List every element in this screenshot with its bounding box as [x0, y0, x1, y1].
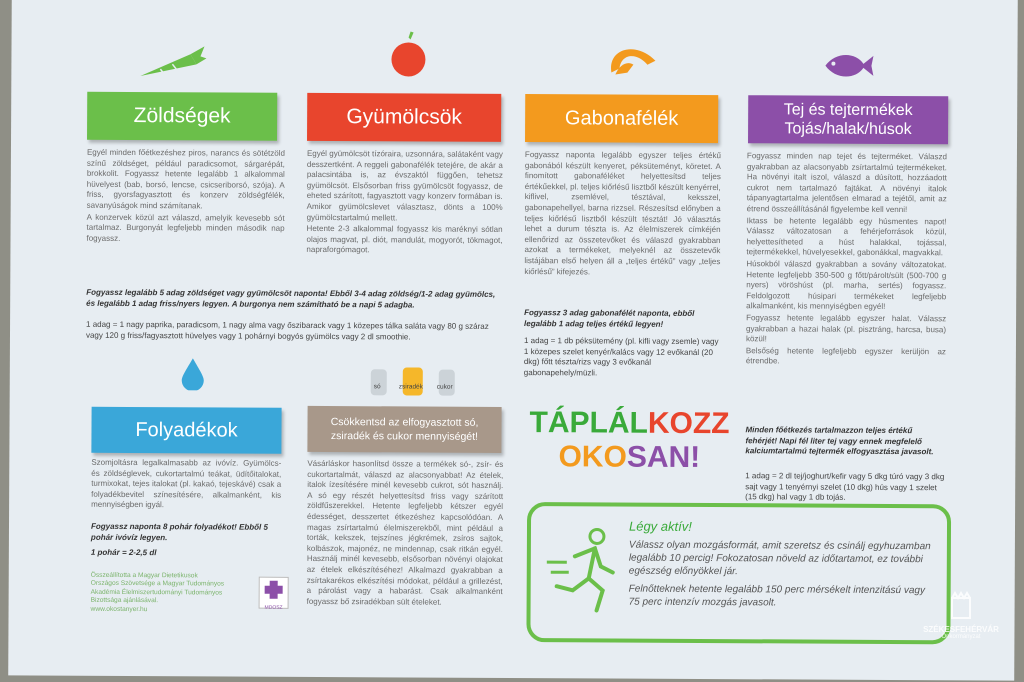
zold-gyumolcs-portion: 1 adag = 1 nagy paprika, paradicsom, 1 nagy alma vagy őszibarack vagy 1 közepes tálka saláta vagy 80 g száraz vagy 120 g friss/fagyasztott hüvelyes vagy 1 pohárnyi bogyós gyümölcs vagy 2 dl smoothie. — [85, 319, 489, 341]
watermark-sub: Önkormányzat — [941, 634, 981, 640]
banner-so-title-1: Csökkentsd az elfogyasztott só, — [330, 416, 479, 429]
salt-label: só — [373, 383, 381, 391]
folyadek-portion: 1 pohár = 2-2,5 dl — [90, 547, 157, 558]
slogan — [529, 406, 729, 475]
banner-gyumolcsok — [307, 93, 501, 142]
banner-so-title-2: zsiradék és cukor mennyiségét! — [330, 430, 479, 443]
tej-para-1: Fogyassz minden nap tejet és tejterméket. Válaszd gyakrabban az alacsonyabb zsírtartalmú tejtermékeket. Ha növényi italt iszol, válaszd a dúsított, hozzáadott cukrot nem tartalmazó fajtákat. A növényi italok tápanyagtartalma jelentősen elmarad a tejétől, amit az étrend összeállításánál figyelembe kell venni! — [746, 151, 947, 215]
zoldsegek-para-2: A konzervek közül azt válaszd, amelyik kevesebb sót tartalmaz. Burgonyát legfeljebb minden második nap fogyassz. — [86, 212, 285, 243]
active-box — [526, 502, 951, 644]
tej-para-4: Fogyassz hetente legalább egyszer halat. Válassz gyakrabban a hazai halak (pl. pisztráng, harcsa, busa) közül! — [745, 313, 947, 344]
slogan-taplal: TÁPLÁL — [529, 406, 648, 440]
active-text-1: Válassz olyan mozgásformát, amit szeretsz és csinálj egyhuzamban legalább 10 percig! Fokozatosan növeld az időtartamot, ez további egészség előnyökkel jár. — [628, 539, 931, 578]
jars-illustration — [365, 359, 465, 400]
folyadek-body: Szomjoltásra legalkalmasabb az ivóvíz. Gyümölcs- és zöldséglevek, cukortartalmú teákat, üdítőitalokat, turmixokat, tejes italokat (pl. kakaó, tejeskávé) csak a folyadékbevitel színesítésére, alkalmanként, kis mennyiségben igyál. — [91, 457, 282, 510]
banner-gabona-title: Gabonafélék — [564, 106, 679, 130]
credits — [91, 572, 241, 615]
banner-folyadek — [91, 407, 281, 454]
tej-body — [746, 151, 947, 369]
slogan-oko: OKO — [558, 440, 627, 474]
gyumolcsok-body — [306, 149, 503, 258]
banner-gyumolcsok-title: Gyümölcsök — [346, 105, 462, 129]
banner-gabona — [525, 94, 718, 143]
tej-portion: 1 adag = 2 dl tej/joghurt/kefir vagy 5 dkg túró vagy 3 dkg sajt vagy 1 tenyérnyi szelet (10 dkg) hús vagy 1 szelet (15 dkg) hal vagy 1 db tojás. — [745, 471, 945, 502]
tej-para-2: Iktass be hetente legalább egy húsmentes napot! Válassz változatosan a fehérjeforrások közül, helyettesítheted a húst halakkal, tojással, tejtermékekkel, hüvelyesekkel, gabonákkal, magvakkal. — [746, 215, 947, 258]
banner-tej-title-1: Tej és tejtermékek — [783, 101, 913, 120]
gabona-body — [524, 150, 721, 279]
folyadek-highlight: Fogyassz naponta 8 pohár folyadékot! Ebből 5 pohár ivóvíz legyen. — [90, 521, 268, 542]
zold-gyumolcs-highlight: Fogyassz legalább 5 adag zöldséget vagy gyümölcsöt naponta! Ebből 3-4 adag zöldség/1-2 adag gyümölcs, és legalább 1 adag friss/nyers legyen. A burgonya nem számítható be a napi 5 adagba. — [86, 287, 496, 309]
credits-website: www.okostanyer.hu — [90, 605, 148, 613]
croissant-icon — [605, 38, 661, 80]
sugar-label: cukor — [436, 383, 453, 391]
mdosz-logo — [259, 577, 289, 609]
zoldsegek-para-1: Egyél minden főétkezéshez piros, narancs és sötétzöld színű zöldséget, például paradicsomot, sárgarépát, brokkolit. Fogyassz hetente legalább 1 alkalommal hüvelyest (bab, borsó, lencse, csicseriborsó, szója). A friss, gyorsfagyasztott és konzerv zöldségfélék, savanyúságok mind számítanak. — [86, 147, 285, 211]
tej-para-3: Húsokból válaszd gyakrabban a sovány változatokat. Hetente legfeljebb 350-500 g főtt/párolt/sült (500-700 g nyers) vöröshúst (pl. marha, sertés) fogyassz. Feldolgozott húsipari termékeket legfeljebb alkalmanként, kis mennyiségben egyél! — [746, 259, 947, 312]
tej-para-5: Belsőség hetente legfeljebb egyszer kerüljön az étrendbe. — [745, 345, 946, 366]
running-person-icon — [545, 526, 625, 616]
carrot-icon — [136, 44, 206, 80]
gabona-highlight: Fogyassz 3 adag gabonafélét naponta, ebből legalább 1 adag teljes értékű legyen! — [524, 308, 695, 329]
credits-line-2: Országos Szövetsége a Magyar Tudományos — [90, 580, 225, 588]
gyumolcsok-para-1: Egyél gyümölcsöt tízóraira, uzsonnára, salátaként vagy desszertként. A reggeli gabonafélék tetejére, de akár a palacsintába is, az évszaktól függően, tehetsz gyümölcsöt. Elsősorban friss gyümölcsöt fogyassz, de eheted szárított, fagyasztott vagy konzerv formában is. Amikor gyümölcslevet választasz, dönts a 100% gyümölcstartalmú mellett. — [306, 148, 503, 222]
mdosz-caption: MDOSZ — [264, 604, 283, 611]
cross-icon — [260, 578, 288, 600]
credits-line-3: Akadémia Élelmiszertudományi Tudományos — [90, 588, 223, 597]
watermark — [906, 590, 1016, 640]
banner-zoldsegek — [87, 92, 277, 141]
watermark-city: SZÉKESFEHÉRVÁR — [923, 625, 999, 634]
active-text-2: Felnőtteknek hetente legalább 150 perc mérsékelt intenzitású vagy 75 perc intenzív mozgás javasolt. — [628, 583, 925, 609]
tej-highlight: Minden főétkezés tartalmazzon teljes értékű fehérjét! Napi fél liter tej vagy ennek megfelelő kalciumtartalmú tejtermék elfogyasztása javasolt. — [745, 425, 934, 457]
credits-line-4: Bizottsága ajánlásával. — [90, 597, 159, 605]
zoldsegek-body — [86, 148, 285, 246]
fat-label: zsiradék — [398, 383, 423, 391]
so-body: Vásárláskor hasonlítsd össze a termékek só-, zsír- és cukortartalmát, válaszd az alacsonyabbat! Az ételek, italok ízesítésére minél kevesebb cukrot, sót használj. A só egy részét helyettesítsd friss vagy szárított zöldfűszerekkel. Hetente legfeljebb kétszer egyél édességet, desszertet étkezéshez kapcsolódóan. A magas zsírtartalmú élelmiszerekből, mint például a torták, kekszek, tejszínes jégkrémek, zsíros sajtok, kolbászok, majonéz, ne mindennap, csak ritkán egyél. Használj minél kevesebb, elsősorban növényi olajokat az ételek elkészítéséhez! Alkalmazd gyakrabban a zsírtakarékos elkészítési módokat, például a grillezést, a párolást vagy a habarást. Csak alkalmanként fogyassz bő zsiradékban sült ételeket. — [306, 458, 504, 607]
gabona-portion: 1 adag = 1 db péksütemény (pl. kifli vagy zsemle) vagy 1 közepes szelet kenyér/kalács vagy 12 evőkanál (20 dkg) főtt tészta/rizs vagy 3 evőkanál gabonapehely/müzli. — [523, 336, 719, 377]
water-drop-icon — [180, 356, 206, 390]
fish-icon — [819, 50, 875, 80]
banner-tej-title-2: Tojás/halak/húsok — [784, 120, 912, 139]
gyumolcsok-para-2: Hetente 2-3 alkalommal fogyassz kis maréknyi sótlan olajos magvat, pl. diót, mandulát, mogyorót, tökmagot, napraforgómagot. — [306, 224, 503, 255]
credits-line-1: Összeállította a Magyar Dietetikusok — [90, 571, 198, 580]
banner-tej — [748, 95, 948, 144]
banner-so — [307, 406, 501, 453]
banner-folyadek-title: Folyadékok — [135, 418, 238, 442]
gabona-para-1: Fogyassz naponta legalább egyszer teljes értékű gabonából készült kenyeret, péksüteményt, köretet. A finomított gabonaféléket helyettesítsd teljes értékűekkel, pl. teljes kiőrlésű lisztből készült kenyérrel, kiflivel, zsemlével, tésztával, keksszel, gabonapehellyel, barna rizzsel. Részesítsd előnyben a teljes kiőrlésű lisztből készült tésztát! Jó választás lehet a durum tészta is. Az élelmiszerek címkéjén ellenőrizd az összetevőket és válaszd gyakrabban azokat a termékeket, melyeknél az összetevők listájában első helyen áll a „teljes értékű” vagy „teljes kiőrlésű” kifejezés. — [524, 150, 721, 276]
apple-icon — [388, 31, 428, 79]
active-title: Légy aktív! — [628, 518, 692, 534]
crest-icon — [946, 590, 976, 620]
slogan-kozz: KOZZ — [647, 406, 730, 441]
poster-sheet — [8, 0, 1018, 681]
slogan-san: SAN! — [626, 440, 701, 474]
banner-zoldsegek-title: Zöldségek — [133, 104, 231, 128]
